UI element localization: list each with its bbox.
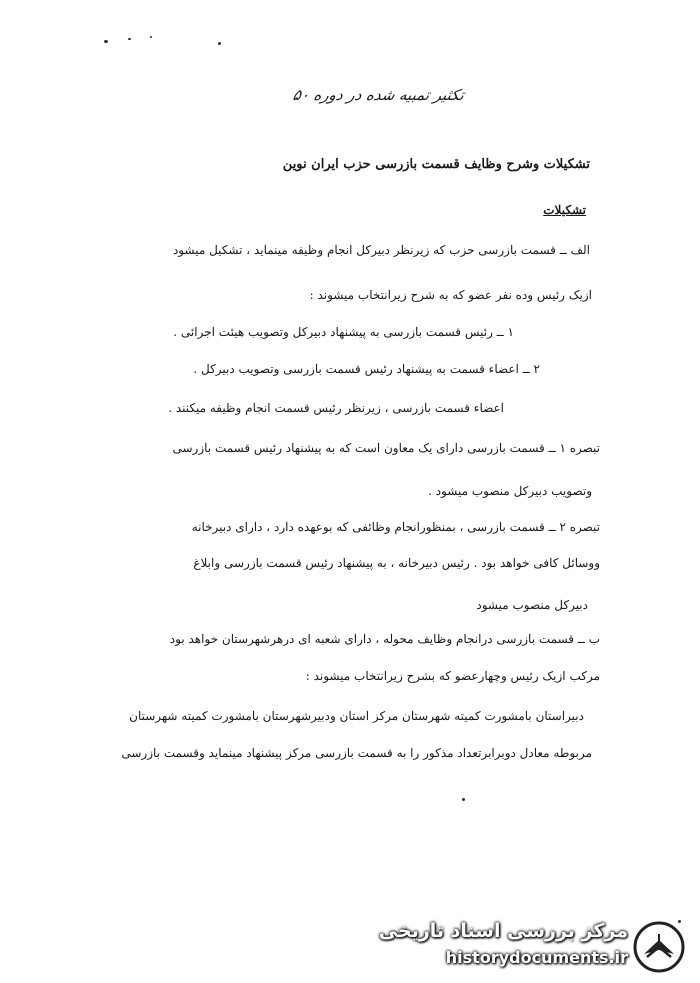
text-line: الف ــ قسمت بازرسی حزب که زیرنظر دبیرکل انجام وظیفه مینماید ، تشکیل میشود xyxy=(172,243,590,257)
document-title: تشکیلات وشرح وظایف قسمت بازرسی حزب ایران نوین xyxy=(282,157,590,172)
text-line: ازیک رئیس وده نفر عضو که به شرح زیرانتخاب میشوند : xyxy=(309,288,592,302)
text-line: اعضاء قسمت بازرسی ، زیرنظر رئیس قسمت انجام وظیفه میکنند . xyxy=(168,401,504,415)
text-line: ب ــ قسمت بازرسی درانجام وظایف محوله ، دارای شعبه ای درهرشهرستان خواهد بود xyxy=(169,632,600,646)
text-line: تبصره ۱ ــ قسمت بازرسی دارای یک معاون است که به پیشنهاد رئیس قسمت بازرسی xyxy=(172,441,600,455)
section-heading: تشکیلات xyxy=(543,203,586,217)
scan-speck xyxy=(150,36,152,38)
text-line: تبصره ۲ ــ قسمت بازرسی ، بمنظورانجام وظائفی که بوعهده دارد ، دارای دبیرخانه xyxy=(191,520,600,534)
handwritten-note: تکثیر تمبیه شده در دوره ۵۰ xyxy=(291,86,466,104)
text-line: ۲ ــ اعضاء قسمت به پیشنهاد رئیس قسمت بازرسی وتصویب دبیرکل . xyxy=(193,362,540,376)
watermark-site: historydocuments.ir xyxy=(445,948,628,967)
archive-watermark xyxy=(378,914,692,980)
scan-speck xyxy=(104,40,108,43)
watermark-name: مرکز بررسی اسناد تاریخی xyxy=(378,920,628,942)
text-line: مرکب ازیک رئیس وچهارعضو که بشرح زیرانتخاب میشوند : xyxy=(305,669,600,683)
scan-speck xyxy=(462,798,465,801)
text-line: دبیرکل منصوب میشود xyxy=(476,598,588,612)
scan-speck xyxy=(128,38,131,40)
text-line: ۱ ــ رئیس قسمت بازرسی به پیشنهاد دبیرکل وتصویب هیئت اجرائی . xyxy=(173,325,514,339)
book-logo-icon xyxy=(632,920,686,974)
text-line: وتصویب دبیرکل منصوب میشود . xyxy=(428,484,592,498)
text-line: دبیراستان بامشورت کمیته شهرستان مرکز استان ودبیرشهرستان بامشورت کمیته شهرستان xyxy=(129,709,584,723)
text-line: ووسائل کافی خواهد بود . رئیس دبیرخانه ، به پیشنهاد رئیس قسمت بازرسی وابلاغ xyxy=(193,556,600,570)
scan-speck xyxy=(218,42,221,45)
text-line: مربوطه معادل دوبرابرتعداد مذکور را به قسمت بازرسی مرکز پیشنهاد مینماید وقسمت بازرسی xyxy=(121,746,592,760)
